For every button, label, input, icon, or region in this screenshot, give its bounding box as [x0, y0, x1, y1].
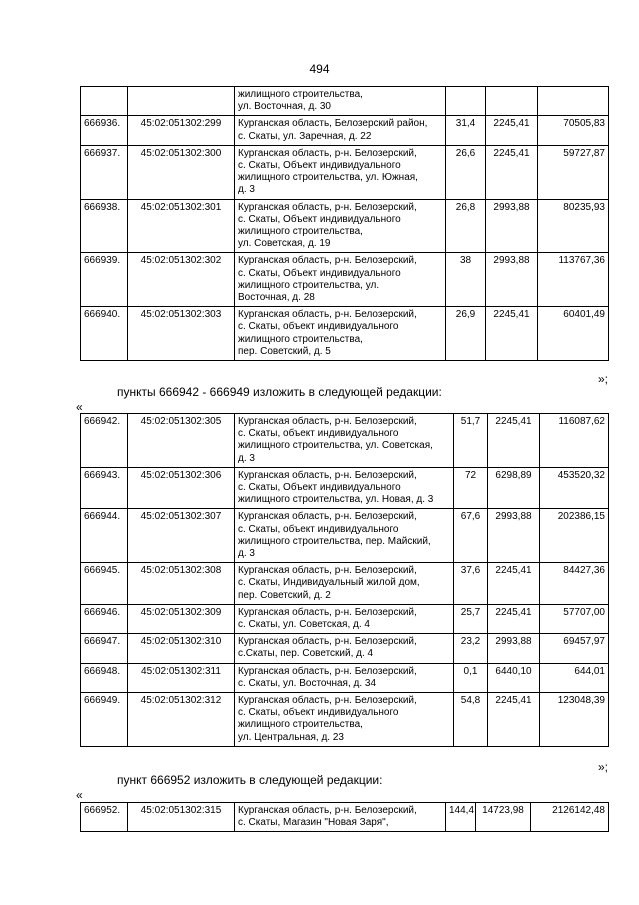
registry-table-1 [80, 86, 609, 361]
address-cell: Курганская область, р-н. Белозерский, с. Скаты, Объект индивидуального жилищного строительства, ул. Восточная, д. 28 [235, 253, 446, 307]
cadastral-cost-cell: 644,01 [540, 663, 609, 692]
cadastral-number-cell: 45:02:051302:310 [128, 634, 235, 663]
row-number-cell: 666952. [81, 803, 128, 832]
area-cell: 26,9 [446, 307, 486, 361]
registry-table-3 [80, 802, 609, 832]
area-cell: 0,1 [454, 663, 488, 692]
row-number-cell [81, 87, 128, 116]
cadastral-number-cell: 45:02:051302:307 [128, 509, 235, 563]
area-cell: 51,7 [454, 414, 488, 468]
instruction-2: пункт 666952 изложить в следующей редакции: [117, 773, 383, 787]
cadastral-number-cell: 45:02:051302:305 [128, 414, 235, 468]
registry-table-2 [80, 413, 609, 747]
address-cell: Курганская область, р-н. Белозерский, с. Скаты, объект индивидуального жилищного строительства, ул. Центральная, д. 23 [235, 693, 454, 747]
price-per-unit-cell: 6298,89 [488, 467, 540, 509]
price-per-unit-cell: 2993,88 [488, 509, 540, 563]
cadastral-number-cell: 45:02:051302:301 [128, 199, 235, 253]
table-row [81, 199, 609, 253]
address-cell: Курганская область, р-н. Белозерский, с. Скаты, объект индивидуального жилищного строительства, пер. Майский, д. 3 [235, 509, 454, 563]
page-number: 494 [309, 62, 330, 76]
address-cell: Курганская область, р-н. Белозерский, с.Скаты, пер. Советский, д. 4 [235, 634, 454, 663]
row-number-cell: 666943. [81, 467, 128, 509]
cadastral-cost-cell: 123048,39 [540, 693, 609, 747]
area-cell [446, 87, 486, 116]
table-row [81, 414, 609, 468]
price-per-unit-cell: 2993,88 [486, 253, 538, 307]
row-number-cell: 666946. [81, 604, 128, 633]
area-cell: 54,8 [454, 693, 488, 747]
price-per-unit-cell: 2245,41 [488, 563, 540, 605]
area-cell: 25,7 [454, 604, 488, 633]
price-per-unit-cell: 2245,41 [486, 145, 538, 199]
price-per-unit-cell: 2993,88 [486, 199, 538, 253]
row-number-cell: 666942. [81, 414, 128, 468]
cadastral-cost-cell: 70505,83 [538, 116, 609, 145]
quote-close-2: »; [598, 760, 609, 774]
table-row [81, 509, 609, 563]
price-per-unit-cell [486, 87, 538, 116]
price-per-unit-cell: 2245,41 [488, 414, 540, 468]
address-cell: Курганская область, р-н. Белозерский, с. Скаты, Магазин "Новая Заря", [235, 803, 446, 832]
cadastral-cost-cell: 57707,00 [540, 604, 609, 633]
cadastral-number-cell: 45:02:051302:308 [128, 563, 235, 605]
table-row [81, 116, 609, 145]
quote-close-1: »; [598, 372, 609, 386]
area-cell: 38 [446, 253, 486, 307]
table-row [81, 563, 609, 605]
table-row [81, 87, 609, 116]
row-number-cell: 666939. [81, 253, 128, 307]
cadastral-cost-cell [538, 87, 609, 116]
cadastral-cost-cell: 59727,87 [538, 145, 609, 199]
cadastral-number-cell [128, 87, 235, 116]
cadastral-number-cell: 45:02:051302:311 [128, 663, 235, 692]
table-row [81, 693, 609, 747]
address-cell: Курганская область, р-н. Белозерский, с. Скаты, объект индивидуального жилищного строительства, ул. Советская, д. 3 [235, 414, 454, 468]
cadastral-number-cell: 45:02:051302:303 [128, 307, 235, 361]
address-cell: Курганская область, р-н. Белозерский, с. Скаты, Индивидуальный жилой дом, пер. Советский, д. 2 [235, 563, 454, 605]
table-row [81, 604, 609, 633]
cadastral-cost-cell: 84427,36 [540, 563, 609, 605]
area-cell: 144,4 [446, 803, 476, 832]
price-per-unit-cell: 2993,88 [488, 634, 540, 663]
area-cell: 67,6 [454, 509, 488, 563]
table-row [81, 145, 609, 199]
address-cell: Курганская область, р-н. Белозерский, с. Скаты, ул. Восточная, д. 34 [235, 663, 454, 692]
cadastral-cost-cell: 69457,97 [540, 634, 609, 663]
cadastral-cost-cell: 453520,32 [540, 467, 609, 509]
cadastral-cost-cell: 202386,15 [540, 509, 609, 563]
cadastral-number-cell: 45:02:051302:302 [128, 253, 235, 307]
cadastral-number-cell: 45:02:051302:315 [128, 803, 235, 832]
table-row [81, 253, 609, 307]
row-number-cell: 666948. [81, 663, 128, 692]
table-row [81, 467, 609, 509]
instruction-1: пункты 666942 - 666949 изложить в следующей редакции: [117, 385, 442, 399]
table-row [81, 634, 609, 663]
price-per-unit-cell: 2245,41 [486, 116, 538, 145]
address-cell: жилищного строительства, ул. Восточная, д. 30 [235, 87, 446, 116]
row-number-cell: 666940. [81, 307, 128, 361]
cadastral-cost-cell: 116087,62 [540, 414, 609, 468]
table-row [81, 663, 609, 692]
row-number-cell: 666944. [81, 509, 128, 563]
cadastral-number-cell: 45:02:051302:309 [128, 604, 235, 633]
cadastral-cost-cell: 60401,49 [538, 307, 609, 361]
row-number-cell: 666937. [81, 145, 128, 199]
quote-open-2: « [76, 788, 83, 802]
address-cell: Курганская область, р-н. Белозерский, с. Скаты, Объект индивидуального жилищного строительства, ул. Советская, д. 19 [235, 199, 446, 253]
area-cell: 37,6 [454, 563, 488, 605]
table-row [81, 307, 609, 361]
row-number-cell: 666938. [81, 199, 128, 253]
area-cell: 31,4 [446, 116, 486, 145]
cadastral-cost-cell: 2126142,48 [531, 803, 609, 832]
row-number-cell: 666949. [81, 693, 128, 747]
cadastral-number-cell: 45:02:051302:299 [128, 116, 235, 145]
cadastral-cost-cell: 80235,93 [538, 199, 609, 253]
address-cell: Курганская область, р-н. Белозерский, с. Скаты, объект индивидуального жилищного строительства, пер. Советский, д. 5 [235, 307, 446, 361]
area-cell: 23,2 [454, 634, 488, 663]
cadastral-number-cell: 45:02:051302:312 [128, 693, 235, 747]
address-cell: Курганская область, Белозерский район, с. Скаты, ул. Заречная, д. 22 [235, 116, 446, 145]
price-per-unit-cell: 14723,98 [476, 803, 531, 832]
row-number-cell: 666945. [81, 563, 128, 605]
row-number-cell: 666947. [81, 634, 128, 663]
price-per-unit-cell: 2245,41 [488, 604, 540, 633]
address-cell: Курганская область, р-н. Белозерский, с. Скаты, ул. Советская, д. 4 [235, 604, 454, 633]
row-number-cell: 666936. [81, 116, 128, 145]
quote-open-1: « [76, 400, 83, 414]
price-per-unit-cell: 6440,10 [488, 663, 540, 692]
table-row [81, 803, 609, 832]
cadastral-number-cell: 45:02:051302:306 [128, 467, 235, 509]
cadastral-number-cell: 45:02:051302:300 [128, 145, 235, 199]
cadastral-cost-cell: 113767,36 [538, 253, 609, 307]
area-cell: 72 [454, 467, 488, 509]
price-per-unit-cell: 2245,41 [486, 307, 538, 361]
area-cell: 26,6 [446, 145, 486, 199]
address-cell: Курганская область, р-н. Белозерский, с. Скаты, Объект индивидуального жилищного строительства, ул. Новая, д. 3 [235, 467, 454, 509]
area-cell: 26,8 [446, 199, 486, 253]
address-cell: Курганская область, р-н. Белозерский, с. Скаты, Объект индивидуального жилищного строительства, ул. Южная, д. 3 [235, 145, 446, 199]
price-per-unit-cell: 2245,41 [488, 693, 540, 747]
